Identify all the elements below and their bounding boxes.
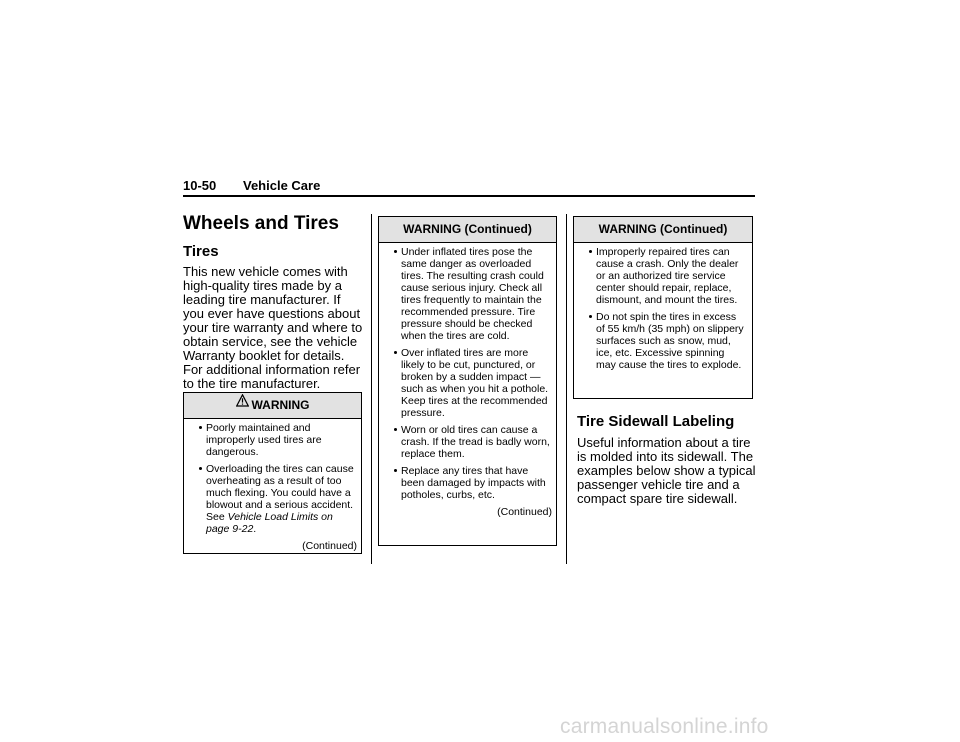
sidewall-text: Useful information about a tire is molded into its sidewall. The examples below show a typical passenger vehicle tire and a compact spare tire sidewall. xyxy=(577,435,756,506)
warning-box-continued xyxy=(378,216,557,546)
page-header xyxy=(183,178,755,194)
cross-reference: Vehicle Load Limits on page 9-22 xyxy=(206,511,333,535)
header-rule xyxy=(183,195,755,197)
watermark: carmanualsonline.info xyxy=(560,715,769,738)
warning-item xyxy=(206,463,355,535)
continued-label: (Continued) xyxy=(302,540,357,552)
tires-heading: Tires xyxy=(183,243,219,260)
tires-intro: This new vehicle comes with high-quality tires made by a leading tire manufacturer. If you ever have questions about your tire warranty and where to obtain service, see the vehicle Warranty booklet for details. For additional information refer to the tire manufacturer. xyxy=(183,264,363,391)
warning-item: Improperly repaired tires can cause a crash. Only the dealer or an authorized tire service center should repair, replace, dismount, and mount the tires. xyxy=(596,246,746,306)
section-title: Vehicle Care xyxy=(243,178,321,193)
continued-label: (Continued) xyxy=(497,506,552,518)
warning-item: Replace any tires that have been damaged by impacts with potholes, curbs, etc. xyxy=(401,465,550,501)
sidewall-heading: Tire Sidewall Labeling xyxy=(577,413,735,430)
page-number: 10-50 xyxy=(183,178,217,193)
warning-title xyxy=(184,393,361,419)
warning-triangle-icon xyxy=(236,391,249,416)
main-title: Wheels and Tires xyxy=(183,213,339,234)
warning-title: WARNING (Continued) xyxy=(574,217,752,243)
warning-item: Under inflated tires pose the same danger as overloaded tires. The resulting crash could cause serious injury. Check all tires frequently to maintain the recommended pressure. Tire pressure should be checked when the tires are cold. xyxy=(401,246,550,342)
column-divider xyxy=(371,214,372,564)
column-divider xyxy=(566,214,567,564)
warning-item: Do not spin the tires in excess of 55 km/h (35 mph) on slippery surfaces such as snow, mud, ice, etc. Excessive spinning may cause the tires to explode. xyxy=(596,311,746,371)
warning-title: WARNING (Continued) xyxy=(379,217,556,243)
warning-item-text: Overloading the tires can cause overheating as a result of too much flexing. You could have a blowout and a serious accident. See xyxy=(206,463,354,523)
warning-item: Over inflated tires are more likely to be cut, punctured, or broken by a sudden impact — such as when you hit a pothole. Keep tires at the recommended pressure. xyxy=(401,347,549,419)
warning-item-end: . xyxy=(253,523,257,535)
warning-item: Poorly maintained and improperly used tires are dangerous. xyxy=(206,422,355,458)
warning-item: Worn or old tires can cause a crash. If the tread is badly worn, replace them. xyxy=(401,424,550,460)
warning-box xyxy=(183,392,362,554)
warning-title-text: WARNING xyxy=(251,398,310,412)
warning-box-continued xyxy=(573,216,753,399)
